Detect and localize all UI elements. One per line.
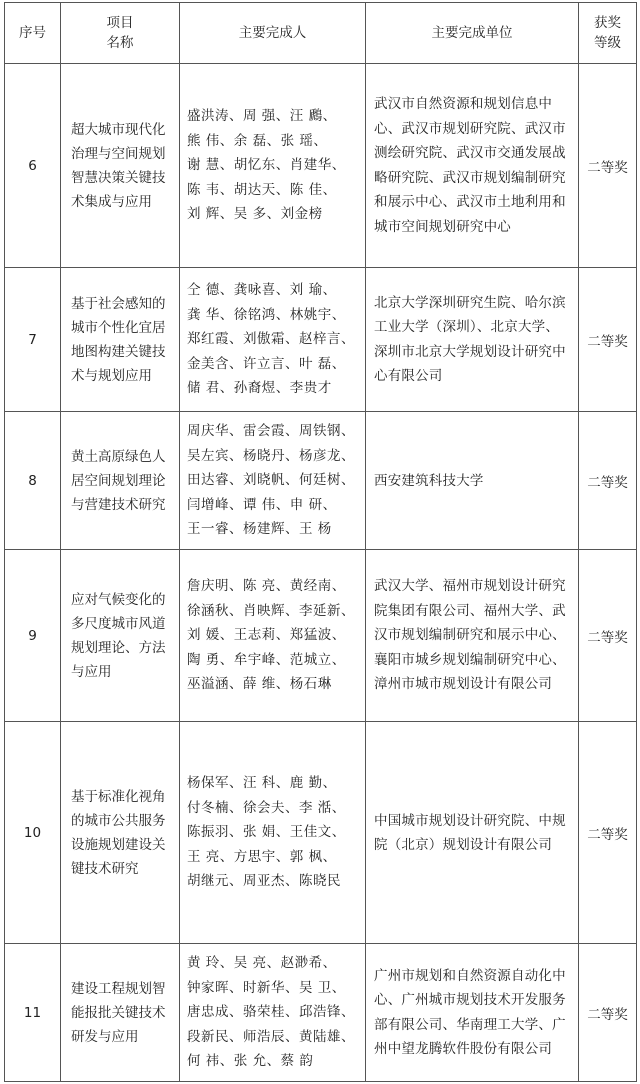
completers-line: 陈振羽、张 娟、王佳文、 xyxy=(187,824,346,841)
project-name: 建设工程规划智能报批关键技术研发与应用 xyxy=(61,944,180,1082)
completers-line: 田达睿、刘晓帆、何廷树、 xyxy=(187,472,355,489)
header-project-line2: 名称 xyxy=(106,35,134,51)
completers-line: 谢 慧、胡忆东、肖建华、 xyxy=(187,157,346,174)
table-row xyxy=(5,944,637,1082)
completing-units: 广州市规划和自然资源自动化中心、广州城市规划技术开发服务部有限公司、华南理工大学、广州中望龙腾软件股份有限公司 xyxy=(366,944,579,1082)
completers-line: 陶 勇、牟宇峰、范城立、 xyxy=(187,651,346,668)
header-no: 序号 xyxy=(5,3,61,64)
table-row xyxy=(5,722,637,944)
project-name: 超大城市现代化治理与空间规划智慧决策关键技术集成与应用 xyxy=(61,64,180,268)
row-number: 11 xyxy=(5,944,61,1082)
completers-line: 詹庆明、陈 亮、黄经南、 xyxy=(187,578,346,595)
completers-line: 仝 德、龚咏喜、刘 瑜、 xyxy=(187,282,337,299)
header-award-line1: 获奖 xyxy=(594,15,621,31)
completers xyxy=(180,722,366,944)
header-project xyxy=(61,3,180,64)
award-level: 二等奖 xyxy=(579,944,637,1082)
award-level: 二等奖 xyxy=(579,268,637,412)
completers-line: 储 君、孙裔煜、李贵才 xyxy=(187,380,332,397)
completers-line: 钟家晖、时新华、吴 卫、 xyxy=(187,979,346,996)
completers-line: 盛洪涛、周 强、汪 鷉、 xyxy=(187,108,337,125)
completers-line: 熊 伟、余 磊、张 瑶、 xyxy=(187,132,328,149)
completers-line: 唐忠成、骆荣桂、邱浩锋、 xyxy=(187,1004,355,1021)
completers-line: 巫溢涵、薛 维、杨石琳 xyxy=(187,676,332,693)
table-row xyxy=(5,550,637,722)
header-award-line2: 等级 xyxy=(594,35,621,51)
project-name: 应对气候变化的多尺度城市风道规划理论、方法与应用 xyxy=(61,550,180,722)
header-units: 主要完成单位 xyxy=(366,3,579,64)
completers-line: 闫增峰、谭 伟、申 研、 xyxy=(187,496,337,513)
completers xyxy=(180,268,366,412)
awards-table xyxy=(4,2,637,1082)
completers-line: 王 亮、方思宇、郭 枫、 xyxy=(187,848,337,865)
completing-units: 北京大学深圳研究生院、哈尔滨工业大学（深圳）、北京大学、深圳市北京大学规划设计研究中心有限公司 xyxy=(366,268,579,412)
completers-line: 刘 媛、王志莉、郑猛波、 xyxy=(187,627,346,644)
completers-line: 吴左宾、杨晓丹、杨彦龙、 xyxy=(187,447,355,464)
row-number: 10 xyxy=(5,722,61,944)
table-row xyxy=(5,412,637,550)
completing-units: 中国城市规划设计研究院、中规院（北京）规划设计有限公司 xyxy=(366,722,579,944)
completers-line: 陈 韦、胡达天、陈 佳、 xyxy=(187,181,337,198)
award-level: 二等奖 xyxy=(579,64,637,268)
completers-line: 胡继元、周亚杰、陈晓民 xyxy=(187,873,341,890)
row-number: 7 xyxy=(5,268,61,412)
completers-line: 龚 华、徐铭鸿、林姚宇、 xyxy=(187,306,346,323)
completing-units: 武汉大学、福州市规划设计研究院集团有限公司、福州大学、武汉市规划编制研究和展示中心、襄阳市城乡规划编制研究中心、漳州市城市规划设计有限公司 xyxy=(366,550,579,722)
row-number: 6 xyxy=(5,64,61,268)
completers-line: 王一睿、杨建辉、王 杨 xyxy=(187,521,332,538)
award-level: 二等奖 xyxy=(579,722,637,944)
project-name: 基于社会感知的城市个性化宜居地图构建关键技术与规划应用 xyxy=(61,268,180,412)
completers-line: 刘 辉、吴 多、刘金榜 xyxy=(187,206,323,223)
award-level: 二等奖 xyxy=(579,412,637,550)
completers xyxy=(180,944,366,1082)
row-number: 9 xyxy=(5,550,61,722)
header-award xyxy=(579,3,637,64)
award-level: 二等奖 xyxy=(579,550,637,722)
completers-line: 何 祎、张 允、蔡 韵 xyxy=(187,1053,314,1070)
project-name: 黄土高原绿色人居空间规划理论与营建技术研究 xyxy=(61,412,180,550)
completers-line: 周庆华、雷会霞、周铁钢、 xyxy=(187,423,355,440)
completers-line: 金美含、许立言、叶 磊、 xyxy=(187,355,346,372)
completers-line: 段新民、师浩辰、黄陆雄、 xyxy=(187,1028,355,1045)
row-number: 8 xyxy=(5,412,61,550)
completers xyxy=(180,412,366,550)
header-project-line1: 项目 xyxy=(106,15,134,31)
table-row xyxy=(5,268,637,412)
project-name: 基于标准化视角的城市公共服务设施规划建设关键技术研究 xyxy=(61,722,180,944)
header-people: 主要完成人 xyxy=(180,3,366,64)
completing-units: 西安建筑科技大学 xyxy=(366,412,579,550)
header-row xyxy=(5,3,637,64)
completers xyxy=(180,64,366,268)
completers-line: 黄 玲、吴 亮、赵渺希、 xyxy=(187,955,337,972)
completers-line: 郑红霞、刘傲霜、赵梓言、 xyxy=(187,331,355,348)
completers-line: 杨保军、汪 科、鹿 勤、 xyxy=(187,775,337,792)
completers-line: 付冬楠、徐会夫、李 湉、 xyxy=(187,799,346,816)
completing-units: 武汉市自然资源和规划信息中心、武汉市规划研究院、武汉市测绘研究院、武汉市交通发展战略研究院、武汉市规划编制研究和展示中心、武汉市土地利用和城市空间规划研究中心 xyxy=(366,64,579,268)
table-row xyxy=(5,64,637,268)
completers xyxy=(180,550,366,722)
completers-line: 徐涵秋、肖映辉、李延新、 xyxy=(187,602,355,619)
